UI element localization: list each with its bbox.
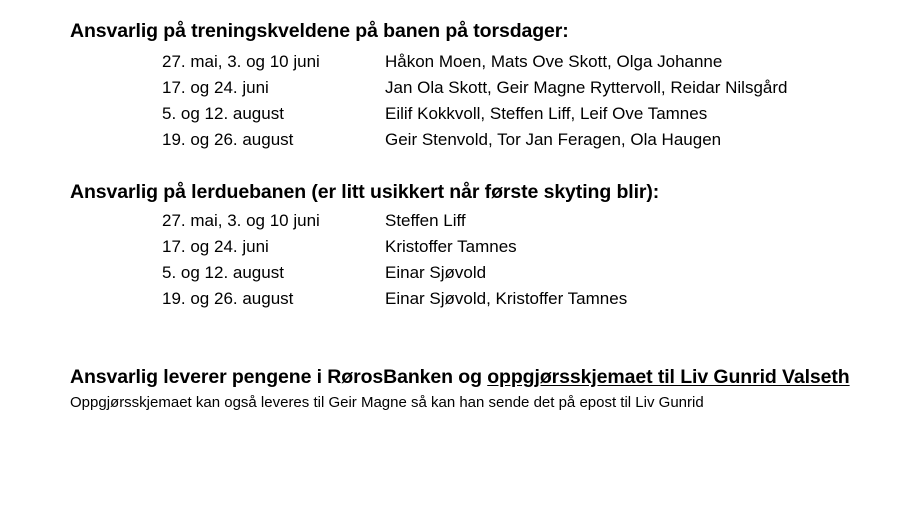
row-names: Steffen Liff <box>385 211 466 230</box>
row-names: Einar Sjøvold, Kristoffer Tamnes <box>385 289 628 308</box>
row-names: Einar Sjøvold <box>385 263 487 282</box>
oppgjor-heading-underlined: oppgjørsskjemaet til Liv Gunrid Valseth <box>487 366 850 388</box>
row-date: 17. og 24. juni <box>162 237 269 256</box>
row-date: 27. mai, 3. og 10 juni <box>162 52 320 71</box>
row-date: 17. og 24. juni <box>162 78 269 97</box>
row-names: Jan Ola Skott, Geir Magne Ryttervoll, Reidar Nilsgård <box>385 78 788 97</box>
row-date: 5. og 12. august <box>162 263 284 282</box>
lerduebane-heading: Ansvarlig på lerduebanen (er litt usikkert når første skyting blir): <box>70 181 660 203</box>
oppgjor-heading-text: Ansvarlig leverer pengene i RørosBanken og <box>70 366 488 388</box>
row-names: Kristoffer Tamnes <box>385 237 517 256</box>
row-names: Håkon Moen, Mats Ove Skott, Olga Johanne <box>385 52 723 71</box>
row-names: Eilif Kokkvoll, Steffen Liff, Leif Ove Tamnes <box>385 104 708 123</box>
row-names: Geir Stenvold, Tor Jan Feragen, Ola Haugen <box>385 130 722 149</box>
oppgjor-heading <box>70 366 850 389</box>
treningskveld-heading: Ansvarlig på treningskveldene på banen på torsdager: <box>70 20 569 42</box>
row-date: 5. og 12. august <box>162 104 284 123</box>
row-date: 19. og 26. august <box>162 130 294 149</box>
row-date: 19. og 26. august <box>162 289 294 308</box>
oppgjor-note: Oppgjørsskjemaet kan også leveres til Geir Magne så kan han sende det på epost til Liv Gunrid <box>70 394 704 411</box>
row-date: 27. mai, 3. og 10 juni <box>162 211 320 230</box>
